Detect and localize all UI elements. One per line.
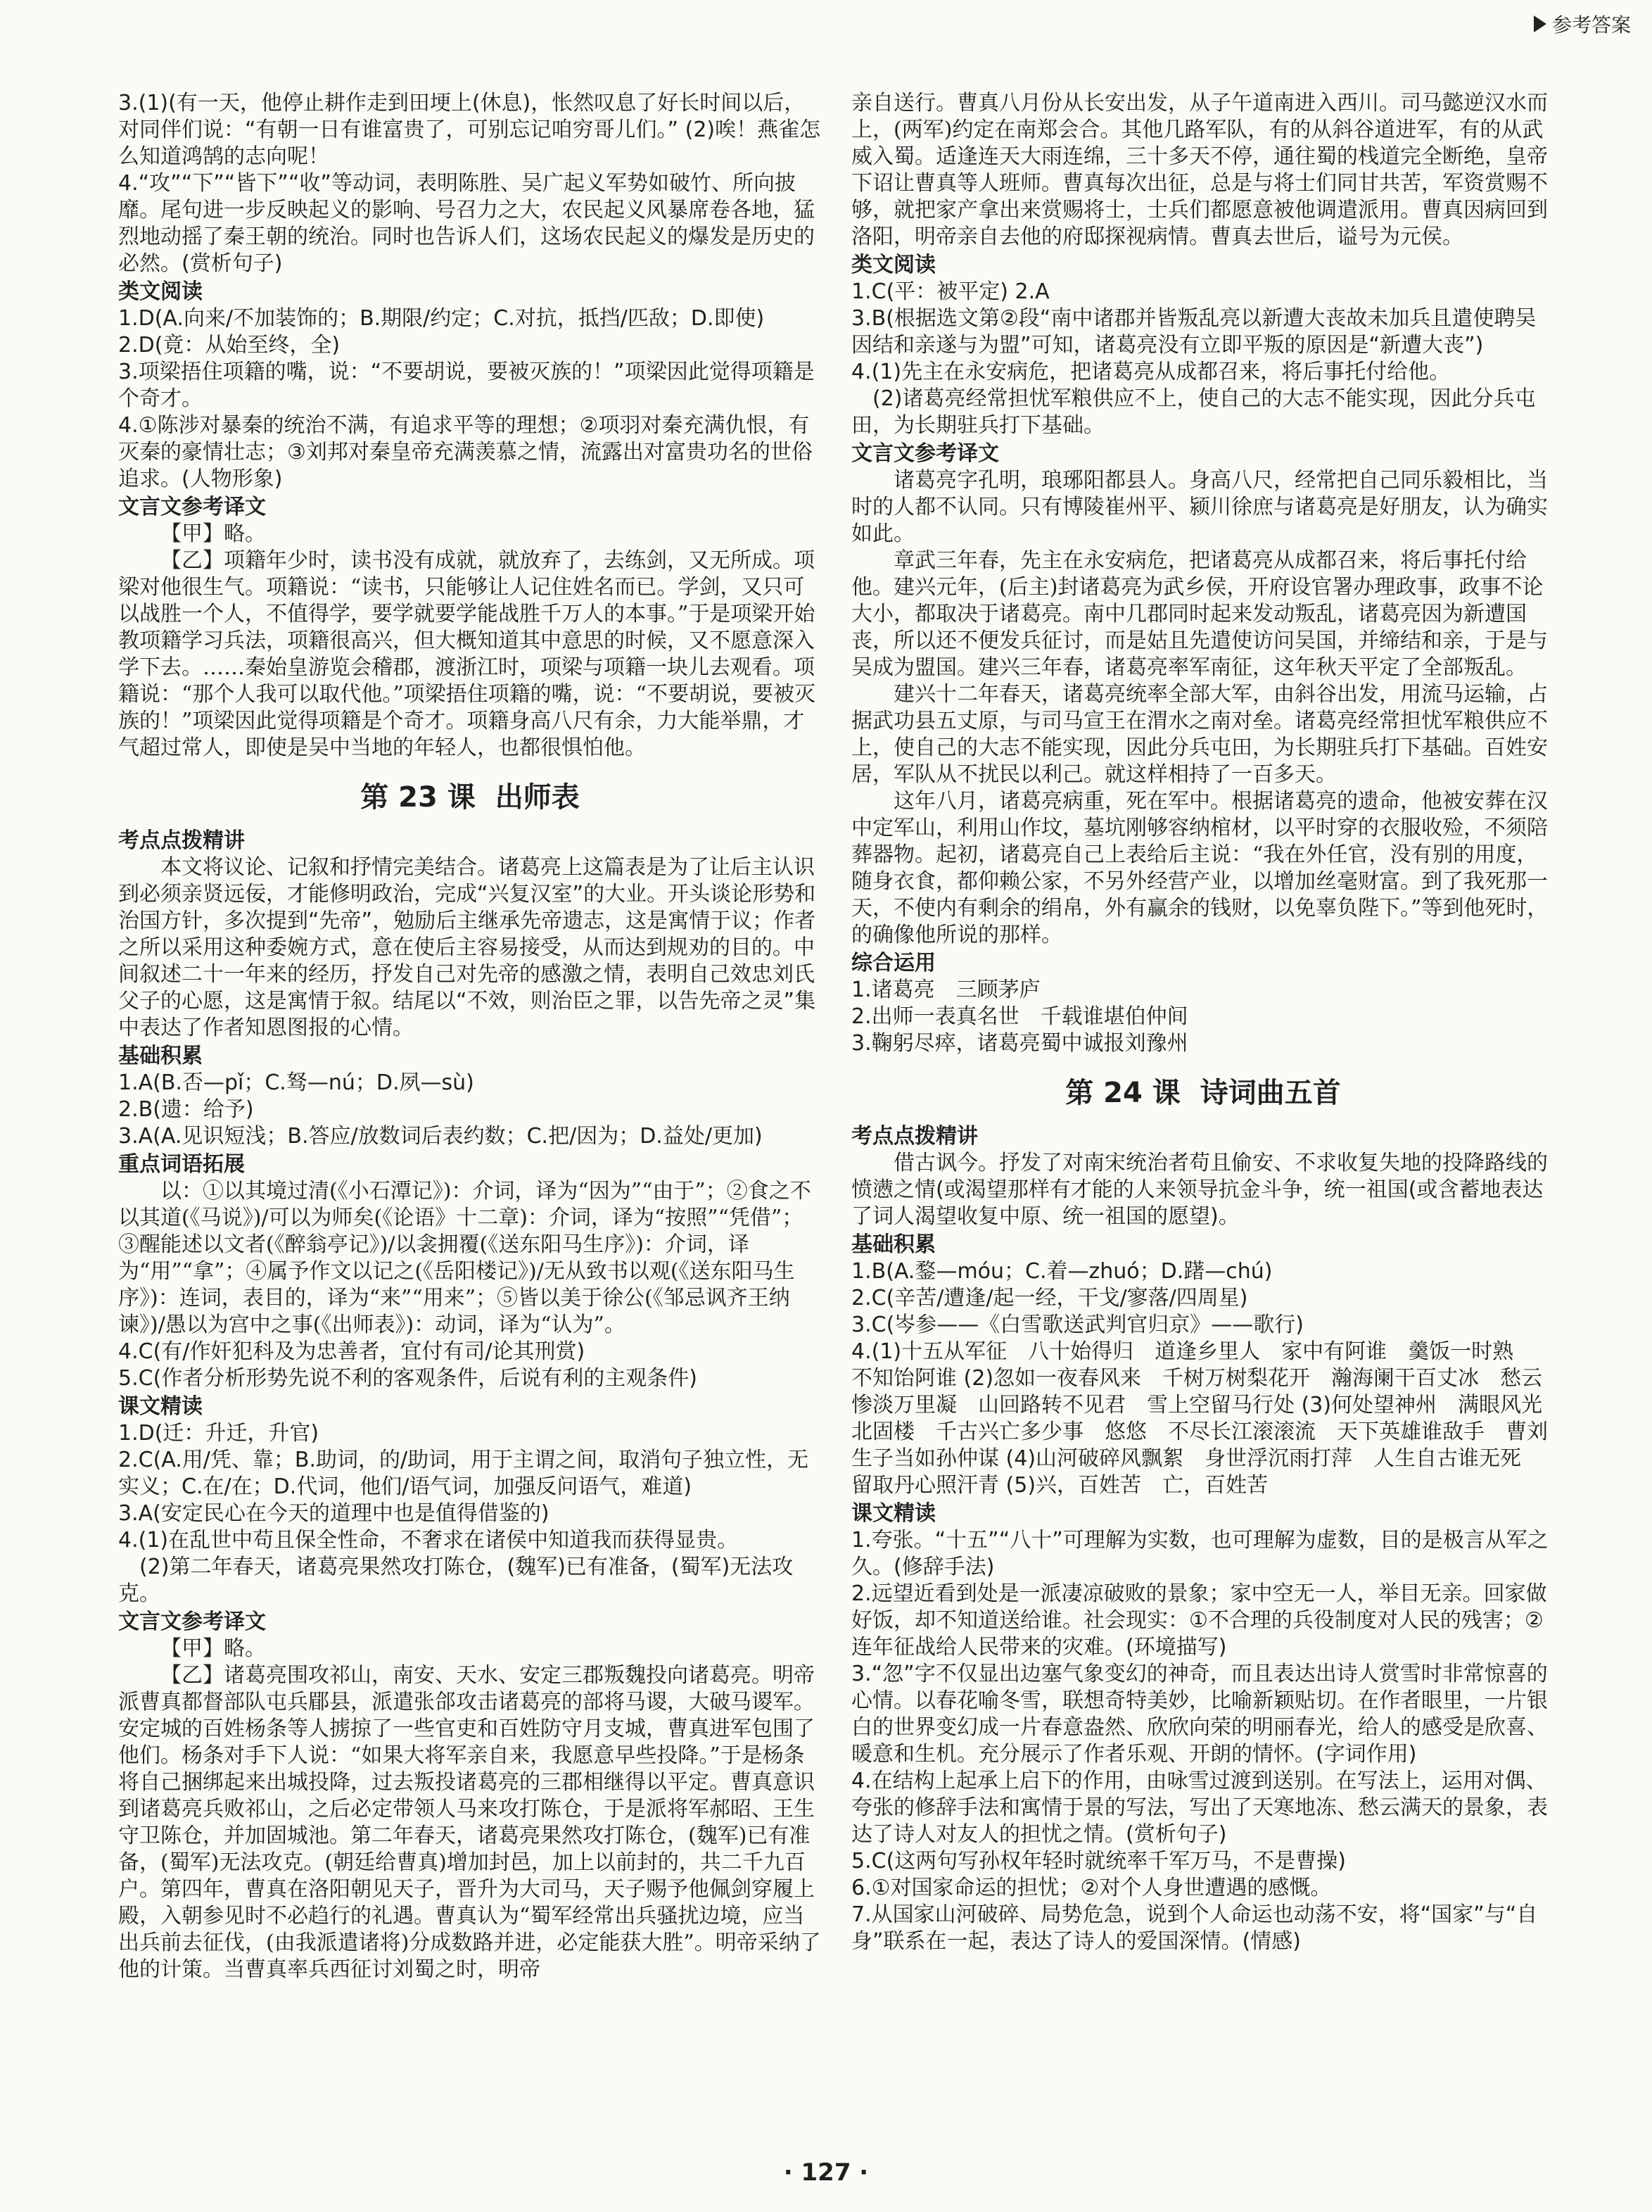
answer-item: 2.C(A.用/凭、靠；B.助词，的/助词，用于主谓之间，取消句子独立性，无实义；C.在/在；D.代词，他们/语气词，加强反问语气，难道) [118,1448,809,1499]
lesson-title [851,1068,1555,1118]
answer-item: 7.从国家山河破碎、局势危急，说到个人命运也动荡不安，将“国家”与“自身”联系在一起，表达了诗人的爱国深情。(情感) [851,1902,1538,1954]
answer-item: 3.B(根据选文第②段“南中诸郡并皆叛乱亮以新遭大丧故未加兵且遣使聘吴因结和亲遂与为盟”可知，诸葛亮没有立即平叛的原因是“新遭大丧”) [851,306,1537,358]
section-heading: 课文精读 [118,1394,203,1419]
answer-item: 3.A(A.见识短浅；B.答应/放数词后表约数；C.把/因为；D.益处/更加) [118,1124,763,1149]
translation-paragraph: 【乙】诸葛亮围攻祁山，南安、天水、安定三郡叛魏投向诸葛亮。明帝派曹真都督部队屯兵郿县，派遣张郃攻击诸葛亮的部将马谡，大破马谡军。安定城的百姓杨条等人掳掠了一些官吏和百姓防守月支城，曹真进军包围了他们。杨条对手下人说：“如果大将军亲自来，我愿意早些投降。”于是杨条将自己捆绑起来出城投降，过去叛投诸葛亮的三郡相继得以平定。曹真意识到诸葛亮兵败祁山，之后必定带领人马来攻打陈仓，于是派将军郝昭、王生守卫陈仓，并加固城池。第二年春天，诸葛亮果然攻打陈仓，(魏军)已有准备，(蜀军)无法攻克。(朝廷给曹真)增加封邑，加上以前封的，共二千九百户。第四年，曹真在洛阳朝见天子，晋升为大司马，天子赐予他佩剑穿履上殿，入朝参见时不必趋行的礼遇。曹真认为“蜀军经常出兵骚扰边境，应当出兵前去征伐，(由我派遣诸将)分成数路并进，必定能获大胜”。明帝采纳了他的计策。当曹真率兵西征讨刘蜀之时，明帝 [118,1663,821,1982]
answer-item: 5.C(作者分析形势先说不利的客观条件，后说有利的主观条件) [118,1366,697,1391]
translation-paragraph: 【甲】略。 [160,1636,266,1661]
answer-item: 1.D(迁：升迁，升官) [118,1421,319,1446]
lesson-title [118,773,822,822]
translation-paragraph: 诸葛亮字孔明，琅琊阳都县人。身高八尺，经常把自己同乐毅相比，当时的人都不认同。只有博陵崔州平、颍川徐庶与诸葛亮是好朋友，认为确实如此。 [851,468,1548,546]
section-heading: 重点词语拓展 [118,1152,245,1177]
answer-item: (2)第二年春天，诸葛亮果然攻打陈仓，(魏军)已有准备，(蜀军)无法攻克。 [118,1555,794,1606]
key-point-text: 本文将议论、记叙和抒情完美结合。诸葛亮上这篇表是为了让后主认识到必须亲贤远佞，才能修明政治，完成“兴复汉室”的大业。开头谈论形势和治国方针，多次提到“先帝”，勉励后主继承先帝遗志，这是寓情于议；作者之所以采用这种委婉方式，意在使后主容易接受，从而达到规劝的目的。中间叙述二十一年来的经历，抒发自己对先帝的感激之情，表明自己效忠刘氏父子的心愿，这是寓情于叙。结尾以“不效，则治臣之罪，以告先帝之灵”集中表达了作者知恩图报的心情。 [118,855,816,1040]
section-heading: 类文阅读 [851,253,936,277]
answer-item: 4.(1)十五从军征 八十始得归 道逢乡里人 家中有阿谁 羹饭一时熟 不知饴阿谁 (2)忽如一夜春风来 千树万树梨花开 瀚海阑干百丈冰 愁云惨淡万里凝 山回路转不见君 雪上空留马行处 (3)何处望神州 满眼风光北固楼 千古兴亡多少事 悠悠 不尽长江滚滚流 天下英雄谁敌手 曹刘 生子当如孙仲谋 (4)山河破碎风飘絮 身世浮沉雨打萍 人生自古谁无死 留取丹心照汗青 (5)兴，百姓苦 亡，百姓苦 [851,1339,1569,1498]
key-point-text: 借古讽今。抒发了对南宋统治者苟且偷安、不求收复失地的投降路线的愤懑之情(或渴望那样有才能的人来领导抗金斗争，统一祖国(或含蓄地表达了词人渴望收复中原、统一祖国的愿望)。 [851,1151,1548,1229]
page-header [1534,10,1631,38]
answer-item: 1.夸张。“十五”“八十”可理解为实数，也可理解为虚数，目的是极言从军之久。(修辞手法) [851,1528,1549,1579]
header-label: 参考答案 [1551,13,1631,37]
lesson-number: 第 23 课 [360,781,476,814]
section-heading: 类文阅读 [118,279,203,304]
answer-item: 3.鞠躬尽瘁，诸葛亮蜀中诚报刘豫州 [851,1031,1188,1056]
word-expansion-text: 以：①以其境过清(《小石潭记》)：介词，译为“因为”“由于”；②食之不以其道(《马说》)/可以为师矣(《论语》十二章)：介词，译为“按照”“凭借”；③醒能述以文者(《醉翁亭记》)/以衾拥覆(《送东阳马生序》)：介词，译为“用”“拿”；④属予作文以记之(《岳阳楼记》)/无从致书以观(《送东阳马生序》)：连词，表目的，译为“来”“用来”；⑤皆以美于徐公(《邹忌讽齐王纳谏》)/愚以为宫中之事(《出师表》)：动词，译为“认为”。 [118,1179,811,1337]
translation-paragraph: 【甲】略。 [160,522,266,546]
page-number: · 127 · [783,2159,869,2187]
answer-item: 1.C(平：被平定) 2.A [851,279,1050,304]
section-heading: 文言文参考译文 [118,495,266,519]
answer-item: 2.出师一表真名世 千载谁堪伯仲间 [851,1004,1188,1029]
answer-item: 4.“攻”“下”“皆下”“收”等动词，表明陈胜、吴广起义军势如破竹、所向披靡。尾句进一步反映起义的影响、号召力之大，农民起义风暴席卷各地，猛烈地动摇了秦王朝的统治。同时也告诉人们，这场农民起义的爆发是历史的必然。(赏析句子) [118,171,815,276]
lesson-number: 第 24 课 [1065,1077,1181,1109]
section-heading: 综合运用 [851,951,936,975]
translation-paragraph: 建兴十二年春天，诸葛亮统率全部大军，由斜谷出发，用流马运输，占据武功县五丈原，与司马宣王在渭水之南对垒。诸葛亮经常担忧军粮供应不上，使自己的大志不能实现，因此分兵屯田，为长期驻兵打下基础。百姓安居，军队从不扰民以利己。就这样相持了一百多天。 [851,682,1548,787]
section-heading: 考点点拨精讲 [851,1124,978,1149]
answer-item: 2.远望近看到处是一派凄凉破败的景象；家中空无一人，举目无亲。回家做好饭，却不知道送给谁。社会现实：①不合理的兵役制度对人民的残害；②连年征战给人民带来的灾难。(环境描写) [851,1581,1547,1660]
translation-paragraph: 【乙】项籍年少时，读书没有成就，就放弃了，去练剑，又无所成。项梁对他很生气。项籍说：“读书，只能够让人记住姓名而已。学剑，又只可以战胜一个人，不值得学，要学就要学能战胜千万人的本事。”于是项梁开始教项籍学习兵法，项籍很高兴，但大概知道其中意思的时候，又不愿意深入学下去。……秦始皇游览会稽郡，渡浙江时，项梁与项籍一块儿去观看。项籍说：“那个人我可以取代他。”项梁捂住项籍的嘴，说：“不要胡说，要被灭族的！”项梁因此觉得项籍是个奇才。项籍身高八尺有余，力大能举鼎，才气超过常人，即使是吴中当地的年轻人，也都很惧怕他。 [118,548,816,760]
answer-item: 5.C(这两句写孙权年轻时就统率千军万马，不是曹操) [851,1849,1346,1873]
answer-item: 2.C(辛苦/遭逢/起一经，干戈/寥落/四周星) [851,1286,1248,1310]
section-heading: 基础积累 [851,1232,936,1257]
section-heading: 文言文参考译文 [118,1610,266,1634]
answer-item: 3.(1)(有一天，他停止耕作走到田埂上(休息)，怅然叹息了好长时间以后，对同伴们说：“有朝一日有谁富贵了，可别忘记咱穷哥儿们。” (2)唉！燕雀怎么知道鸿鹄的志向呢！ [118,91,821,169]
answer-item: 3.C(岑参——《白雪歌送武判官归京》——歌行) [851,1313,1304,1337]
answer-item: 4.(1)在乱世中苟且保全性命，不奢求在诸侯中知道我而获得显贵。 [118,1528,739,1553]
answer-item: 1.A(B.否—pǐ；C.驽—nú；D.夙—sù) [118,1070,474,1095]
answer-item: 1.B(A.鍪—móu；C.着—zhuó；D.躇—chú) [851,1259,1273,1284]
translation-paragraph: 这年八月，诸葛亮病重，死在军中。根据诸葛亮的遗命，他被安葬在汉中定军山，利用山作坟，墓坑刚够容纳棺材，以平时穿的衣服收殓，不须陪葬器物。起初，诸葛亮自己上表给后主说：“我在外任官，没有别的用度，随身衣食，都仰赖公家，不另外经营产业，以增加丝毫财富。到了我死那一天，不使内有剩余的绢帛，外有赢余的钱财，以免辜负陛下。”等到他死时，的确像他所说的那样。 [851,789,1549,947]
answer-item: 6.①对国家命运的担忧；②对个人身世遭遇的感慨。 [851,1876,1332,1900]
left-column [118,90,822,1983]
section-heading: 基础积累 [118,1044,203,1068]
answer-item: 4.C(有/作奸犯科及为忠善者，宜付有司/论其刑赏) [118,1339,585,1364]
answer-item: (2)诸葛亮经常担忧军粮供应不上，使自己的大志不能实现，因此分兵屯田，为长期驻兵打下基础。 [851,386,1536,438]
triangle-arrow-icon [1534,15,1546,32]
answer-item: 2.B(遗：给予) [118,1097,254,1122]
section-heading: 考点点拨精讲 [118,828,245,853]
answer-item: 2.D(竟：从始至终，全) [118,333,341,358]
lesson-name: 诗词曲五首 [1200,1077,1341,1109]
section-heading: 课文精读 [851,1501,936,1526]
answer-item: 1.D(A.向来/不加装饰的；B.期限/约定；C.对抗，抵挡/匹敌；D.即使) [118,306,765,331]
answer-item: 4.在结构上起承上启下的作用，由咏雪过渡到送别。在写法上，运用对偶、夸张的修辞手法和寓情于景的写法，写出了天寒地冻、愁云满天的景象，表达了诗人对友人的担忧之情。(赏析句子) [851,1769,1548,1847]
answer-item: 3.“忽”字不仅显出边塞气象变幻的神奇，而且表达出诗人赏雪时非常惊喜的心情。以春花喻冬雪，联想奇特美妙，比喻新颖贴切。在作者眼里，一片银白的世界变幻成一片春意盎然、欣欣向荣的明丽春光，给人的感受是欣喜、暖意和生机。充分展示了作者乐观、开朗的情怀。(字词作用) [851,1662,1548,1767]
right-column [851,90,1569,1955]
answer-item: 3.A(安定民心在今天的道理中也是值得借鉴的) [118,1501,549,1526]
answer-item: 1.诸葛亮 三顾茅庐 [851,978,1041,1002]
lesson-name: 出师表 [495,781,580,814]
translation-paragraph: 亲自送行。曹真八月份从长安出发，从子午道南进入西川。司马懿逆汉水而上，(两军)约定在南郑会合。其他几路军队，有的从斜谷道进军，有的从武威入蜀。适逢连天大雨连绵，三十多天不停，通往蜀的栈道完全断绝，皇帝下诏让曹真等人班师。曹真每次出征，总是与将士们同甘共苦，军资赏赐不够，就把家产拿出来赏赐将士，士兵们都愿意被他调遣派用。曹真因病回到洛阳，明帝亲自去他的府邸探视病情。曹真去世后，谥号为元侯。 [851,91,1548,249]
answer-item: 4.①陈涉对暴秦的统治不满，有追求平等的理想；②项羽对秦充满仇恨，有灭秦的豪情壮志；③刘邦对秦皇帝充满羡慕之情，流露出对富贵功名的世俗追求。(人物形象) [118,413,813,491]
answer-item: 4.(1)先主在永安病危，把诸葛亮从成都召来，将后事托付给他。 [851,360,1451,384]
section-heading: 文言文参考译文 [851,441,999,466]
answer-item: 3.项梁捂住项籍的嘴，说：“不要胡说，要被灭族的！”项梁因此觉得项籍是个奇才。 [118,360,815,411]
translation-paragraph: 章武三年春，先主在永安病危，把诸葛亮从成都召来，将后事托付给他。建兴元年，(后主)封诸葛亮为武乡侯，开府设官署办理政事，政事不论大小，都取决于诸葛亮。南中几郡同时起来发动叛乱，诸葛亮因为新遭国丧，所以还不便发兵征讨，而是姑且先遣使访问吴国，并缔结和亲，于是与吴成为盟国。建兴三年春，诸葛亮率军南征，这年秋天平定了全部叛乱。 [851,548,1548,680]
